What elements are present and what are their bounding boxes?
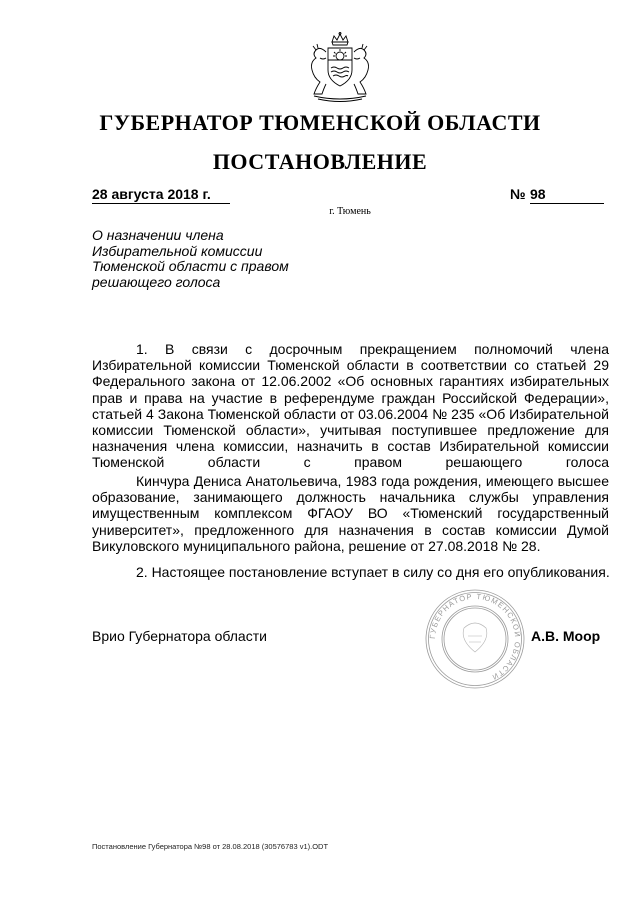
paragraph-2: Кинчура Дениса Анатольевича, 1983 года рождения, имеющего высшее образование, занимающего должность начальника службы управления имущественным комплексом ФГАОУ ВО «Тюменский государственный университет», предложенного для назначения в состав комиссии Думой Викуловского муниципального района, решение от 27.08.2018 № 28. bbox=[92, 473, 609, 554]
issuer-title: ГУБЕРНАТОР ТЮМЕНСКОЙ ОБЛАСТИ bbox=[99, 110, 541, 135]
signatory-position: Врио Губернатора области bbox=[92, 628, 267, 644]
document-number: 98 bbox=[530, 186, 604, 204]
file-footer: Постановление Губернатора №98 от 28.08.2018 (30576783 v1).ODT bbox=[92, 842, 329, 851]
city: г. Тюмень bbox=[329, 206, 371, 217]
document-number-label: № bbox=[510, 186, 526, 202]
document-type: ПОСТАНОВЛЕНИЕ bbox=[212, 149, 428, 174]
document-subject: О назначении члена Избирательной комиссии Тюменской области с правом решающего голоса bbox=[92, 227, 289, 290]
tyumen-coat-of-arms-icon bbox=[298, 32, 382, 104]
signatory-name: А.В. Моор bbox=[531, 628, 601, 644]
document-date: 28 августа 2018 г. bbox=[92, 186, 230, 204]
seal-text: ГУБЕРНАТОР ТЮМЕНСКОЙ ОБЛАСТИ bbox=[427, 591, 523, 683]
paragraph-3: 2. Настоящее постановление вступает в силу со дня его опубликования. bbox=[136, 564, 610, 580]
official-stamp-icon bbox=[424, 588, 526, 690]
paragraph-1: 1. В связи с досрочным прекращением полномочий члена Избирательной комиссии Тюменской области в соответствии со статьей 29 Федерального закона от 12.06.2002 «Об основных гарантиях избирательных прав и права на участие в референдуме граждан Российской Федерации», статьей 4 Закона Тюменской области от 03.06.2004 № 235 «Об Избирательной комиссии Тюменской области», учитывая поступившее предложение для назначения члена комиссии, назначить в состав Избирательной комиссии Тюменской области с правом решающего голоса bbox=[92, 341, 609, 471]
